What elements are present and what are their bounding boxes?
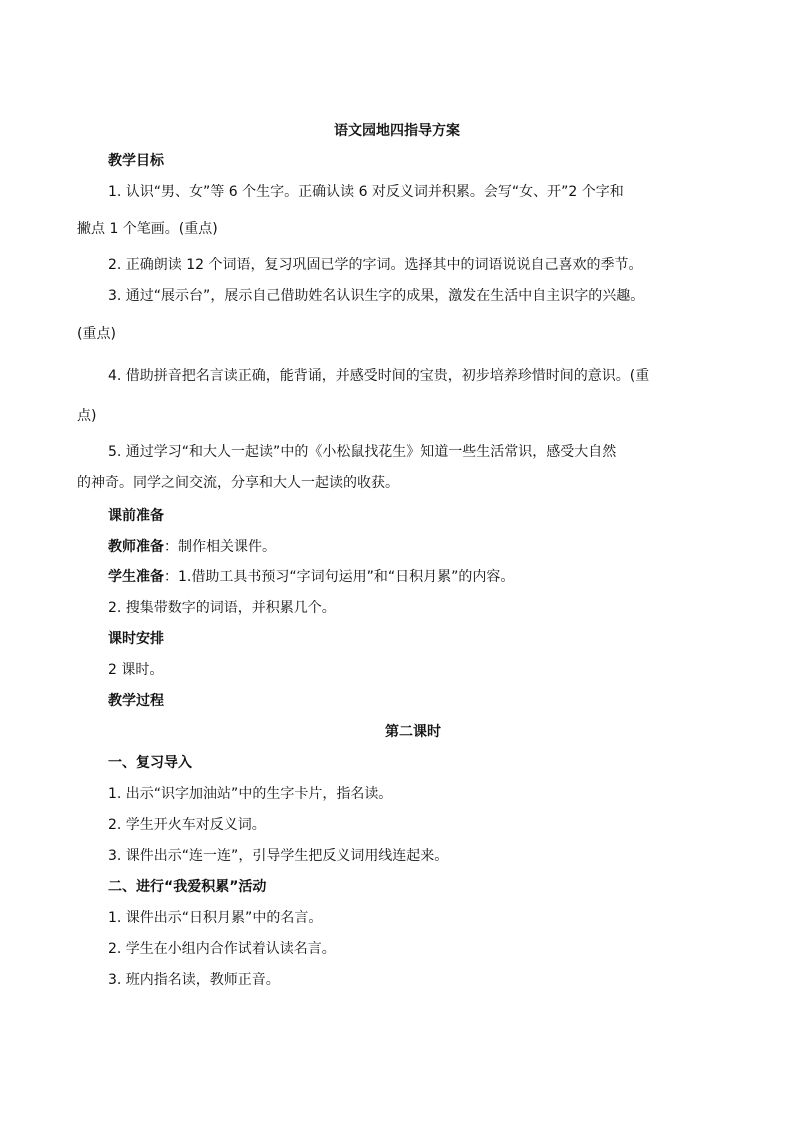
preparation-heading: 课前准备 [108, 508, 164, 524]
lesson-title: 第二课时 [385, 724, 441, 740]
objective-4-line-2: 点) [77, 408, 97, 424]
section-2-item: 2. 学生在小组内合作试着认读名言。 [108, 941, 336, 957]
section-1-item: 1. 出示“识字加油站”中的生字卡片，指名读。 [108, 786, 393, 802]
objective-1-line-1: 1. 认识“男、女”等 6 个生字。正确认读 6 对反义词并积累。会写“女、开”2 个字和 [108, 184, 624, 200]
document-title: 语文园地四指导方案 [334, 123, 460, 139]
schedule-text: 2 课时。 [108, 662, 164, 678]
section-1-item: 3. 课件出示“连一连”，引导学生把反义词用线连起来。 [108, 848, 449, 864]
objectives-heading: 教学目标 [108, 153, 164, 169]
student-preparation [108, 567, 514, 587]
schedule-heading: 课时安排 [108, 631, 164, 647]
objective-5-line-2: 的神奇。同学之间交流，分享和大人一起读的收获。 [77, 475, 399, 491]
section-1-item: 2. 学生开火车对反义词。 [108, 817, 266, 833]
teacher-preparation [108, 537, 276, 557]
section-2-item: 3. 班内指名读，教师正音。 [108, 972, 280, 988]
student-preparation-text: ：1.借助工具书预习“字词句运用”和“日积月累”的内容。 [164, 569, 515, 585]
objective-1-line-2: 撇点 1 个笔画。(重点) [77, 221, 218, 237]
objective-3-line-2: (重点) [77, 326, 116, 342]
student-preparation-item-2: 2. 搜集带数字的词语，并积累几个。 [108, 600, 336, 616]
section-1-heading: 一、复习导入 [108, 755, 192, 771]
objective-5-line-1: 5. 通过学习“和大人一起读”中的《小松鼠找花生》知道一些生活常识，感受大自然 [108, 444, 617, 460]
objective-4-line-1: 4. 借助拼音把名言读正确，能背诵，并感受时间的宝贵，初步培养珍惜时间的意识。(重 [108, 368, 650, 384]
section-2-item: 1. 课件出示“日积月累”中的名言。 [108, 910, 323, 926]
teacher-preparation-text: ：制作相关课件。 [164, 539, 276, 555]
section-2-heading: 二、进行“我爱积累”活动 [108, 879, 267, 895]
teacher-preparation-label: 教师准备 [108, 539, 164, 555]
process-heading: 教学过程 [108, 693, 164, 709]
objective-2: 2. 正确朗读 12 个词语，复习巩固已学的字词。选择其中的词语说说自己喜欢的季节。 [108, 257, 643, 273]
objective-3-line-1: 3. 通过“展示台”，展示自己借助姓名认识生字的成果，激发在生活中自主识字的兴趣。 [108, 288, 645, 304]
student-preparation-label: 学生准备 [108, 569, 164, 585]
